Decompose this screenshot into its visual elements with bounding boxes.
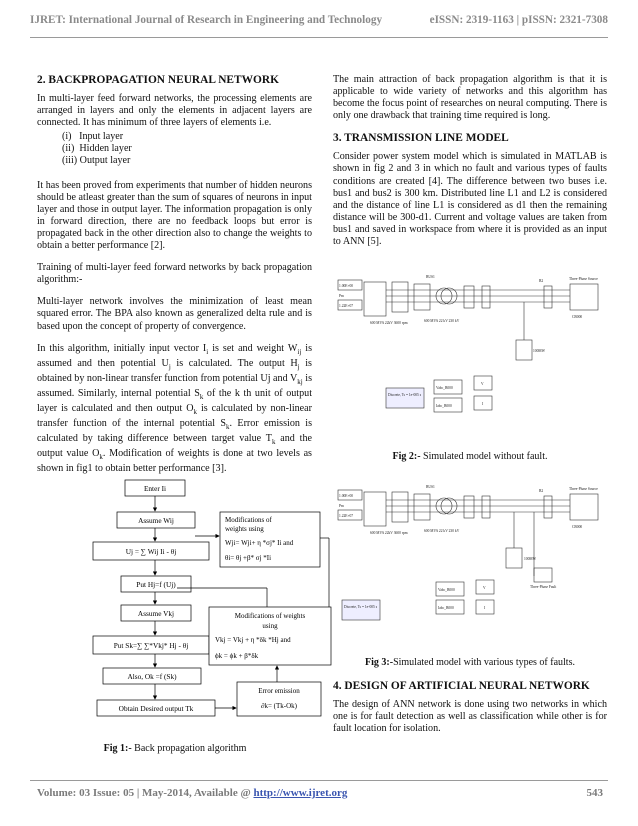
section-4 xyxy=(333,680,607,745)
svg-text:100MW: 100MW xyxy=(524,557,536,561)
paragraph: Multi-layer network involves the minimization of least mean squared error. The BPA also known as generalized delta rule and is based upon the concept of property of convergence. xyxy=(37,296,312,332)
list-item: (iii) Output layer xyxy=(62,155,131,167)
flow-label: Vkj = Vkj + η *δk *Hj and xyxy=(215,636,291,644)
svg-text:Iabc_B000: Iabc_B000 xyxy=(438,606,454,610)
flow-label: Error emission xyxy=(258,687,300,695)
svg-text:V: V xyxy=(483,586,486,590)
svg-text:Vabc_B000: Vabc_B000 xyxy=(438,588,455,592)
svg-text:CB000: CB000 xyxy=(572,315,583,319)
fig2-caption: Fig 2:- Simulated model without fault. xyxy=(392,451,548,462)
flow-label: Enter Ii xyxy=(143,484,167,493)
fig3-caption: Fig 3:-Simulated model with various types of faults. xyxy=(365,657,575,668)
flow-label: θi= θj +β* σj *Ii xyxy=(225,554,272,562)
paragraph: In this algorithm, initially input vector $I_i$ is set and weight $W_{ij}$ is assumed and then potential $U_j$ is calculated. The output $H_j$ is obtained by non-linear transfer function from potential Uj and $V_{kj}$ is assumed. Similarly, internal potential $S_k$ of the k th unit of output layer is calculated and then output $O_k$ is calculated by non-linear transfer function of the internal potential $S_k$. Error emission is calculated by taking difference between target value $T_k$ and the output value $O_k$. Modification of weights is done at two levels as shown in fig1 to obtain better performance [3]. xyxy=(37,342,313,475)
section-4-heading: 4. DESIGN OF ARTIFICIAL NEURAL NETWORK xyxy=(333,680,590,692)
svg-text:1.22E+07: 1.22E+07 xyxy=(339,514,354,518)
flow-label: using xyxy=(262,622,278,630)
svg-text:I: I xyxy=(484,606,486,610)
flow-label: Uj = ∑ Wij Ii - θj xyxy=(125,547,177,556)
journal-issn: eISSN: 2319-1163 | pISSN: 2321-7308 xyxy=(429,14,608,26)
footer-volume: Volume: 03 Issue: 05 | May-2014, Available @ xyxy=(37,787,254,799)
flow-label: ϕk = ϕk + β*δk xyxy=(215,652,259,660)
svg-text:B2: B2 xyxy=(539,279,544,283)
flow-label: Also, Ok =f (Sk) xyxy=(127,672,177,681)
footer-rule xyxy=(30,780,608,781)
fig3-simulink-model xyxy=(334,480,608,650)
fig1-flowchart xyxy=(87,478,337,818)
paragraph: Consider power system model which is simulated in MATLAB is shown in fig 2 and 3 in which no fault and various types of faults conditions are created [4]. The difference between two buses i.e. bus1 and bus2 is 300 km. Distributed line L1 and L2 is considered and the distance of line L1 is considered as d1 then the remaining distance will be 300-d1. Current and voltage values are taken from bus1 and saved in workspace from where it is provided as an input to ANN [5]. xyxy=(333,151,607,248)
flow-label: Assume Wij xyxy=(138,516,174,525)
section-2-heading: 2. BACKPROPAGATION NEURAL NETWORK xyxy=(37,74,279,86)
flow-label: Put Sk=∑ ∑*Vkj* Hj - θj xyxy=(113,641,189,650)
layer-list xyxy=(62,131,312,167)
header-rule xyxy=(30,37,608,38)
paragraph: The design of ANN network is done using two networks in which one is for fault detection as well as classification while other is for fault location for isolation. xyxy=(333,699,607,735)
svg-text:Pm: Pm xyxy=(339,504,344,508)
journal-name: IJRET: International Journal of Research in Engineering and Technology xyxy=(30,14,383,26)
flow-label: Obtain Desired output Tk xyxy=(118,704,194,713)
paragraph: The main attraction of back propagation algorithm is that it is applicable to wide variety of networks and this algorithm has become the focus point of researches on neural computing. There is only one drawback that training time required is long. xyxy=(333,74,607,122)
svg-text:Three-Phase Source: Three-Phase Source xyxy=(569,487,598,491)
flow-label: Assume Vkj xyxy=(137,609,175,618)
svg-text:Three-Phase Fault: Three-Phase Fault xyxy=(530,585,557,589)
svg-text:V: V xyxy=(481,382,484,386)
list-item: (i) Input layer xyxy=(62,131,124,143)
flow-label: Wji= Wji+ η *σj* Ii and xyxy=(225,539,294,547)
svg-text:600 MVA 22kV 3600 rpm: 600 MVA 22kV 3600 rpm xyxy=(370,321,408,325)
svg-text:B2: B2 xyxy=(539,489,544,493)
svg-text:600 MVA 22 kV 230 kV: 600 MVA 22 kV 230 kV xyxy=(424,529,460,533)
list-item: (ii) Hidden layer xyxy=(62,143,132,155)
svg-text:CB000: CB000 xyxy=(572,525,583,529)
svg-text:Three-Phase Source: Three-Phase Source xyxy=(569,277,598,281)
page-header xyxy=(30,14,608,32)
svg-text:Discrete, Ts = 1e-005 s: Discrete, Ts = 1e-005 s xyxy=(388,393,422,397)
flow-label: Modifications of weights xyxy=(234,612,306,620)
page-number: 543 xyxy=(586,787,603,799)
right-column xyxy=(333,74,607,258)
paragraph: It has been proved from experiments that number of hidden neurons should be atleast greater than the sum of squares of neurons in input layer and those in output layer. The information propagation is only in forward direction, there are no feedback loops but error is propagated back in the other direction also to change the weights to obtain a better performance [2]. xyxy=(37,179,312,252)
svg-text:1.22E+07: 1.22E+07 xyxy=(339,304,354,308)
fig1-caption: Fig 1:- Back propagation algorithm xyxy=(103,743,247,754)
svg-text:Discrete, Ts = 1e-005 s: Discrete, Ts = 1e-005 s xyxy=(344,605,378,609)
svg-text:100MW: 100MW xyxy=(533,349,545,353)
svg-text:I: I xyxy=(482,402,484,406)
svg-text:Iabc_B000: Iabc_B000 xyxy=(436,404,452,408)
left-column xyxy=(37,74,312,486)
svg-text:Vabc_B000: Vabc_B000 xyxy=(436,386,453,390)
svg-text:BUS1: BUS1 xyxy=(426,275,435,279)
svg-text:1.00E+00: 1.00E+00 xyxy=(339,284,354,288)
svg-text:BUS1: BUS1 xyxy=(426,485,435,489)
svg-text:Pm: Pm xyxy=(339,294,344,298)
flow-label: weights using xyxy=(225,525,264,533)
svg-text:1.00E+00: 1.00E+00 xyxy=(339,494,354,498)
section-3-heading: 3. TRANSMISSION LINE MODEL xyxy=(333,132,509,145)
flow-label: ∂k= (Tk-Ok) xyxy=(261,702,297,710)
flow-label: Modifications of xyxy=(225,516,272,524)
paragraph: Training of multi-layer feed forward networks by back propagation algorithm:- xyxy=(37,262,312,286)
svg-text:600 MVA 22kV 3600 rpm: 600 MVA 22kV 3600 rpm xyxy=(370,531,408,535)
svg-text:600 MVA 22 kV 230 kV: 600 MVA 22 kV 230 kV xyxy=(424,319,460,323)
paragraph: In multi-layer feed forward networks, the processing elements are arranged in layers and only the elements in adjacent layers are connected. It has minimum of three layers of elements i.e. xyxy=(37,93,312,129)
journal-link[interactable]: http://www.ijret.org xyxy=(253,787,348,799)
fig2-simulink-model xyxy=(334,270,608,446)
page-footer xyxy=(37,787,603,799)
flow-label: Put Hj=f (Uj) xyxy=(136,580,176,589)
